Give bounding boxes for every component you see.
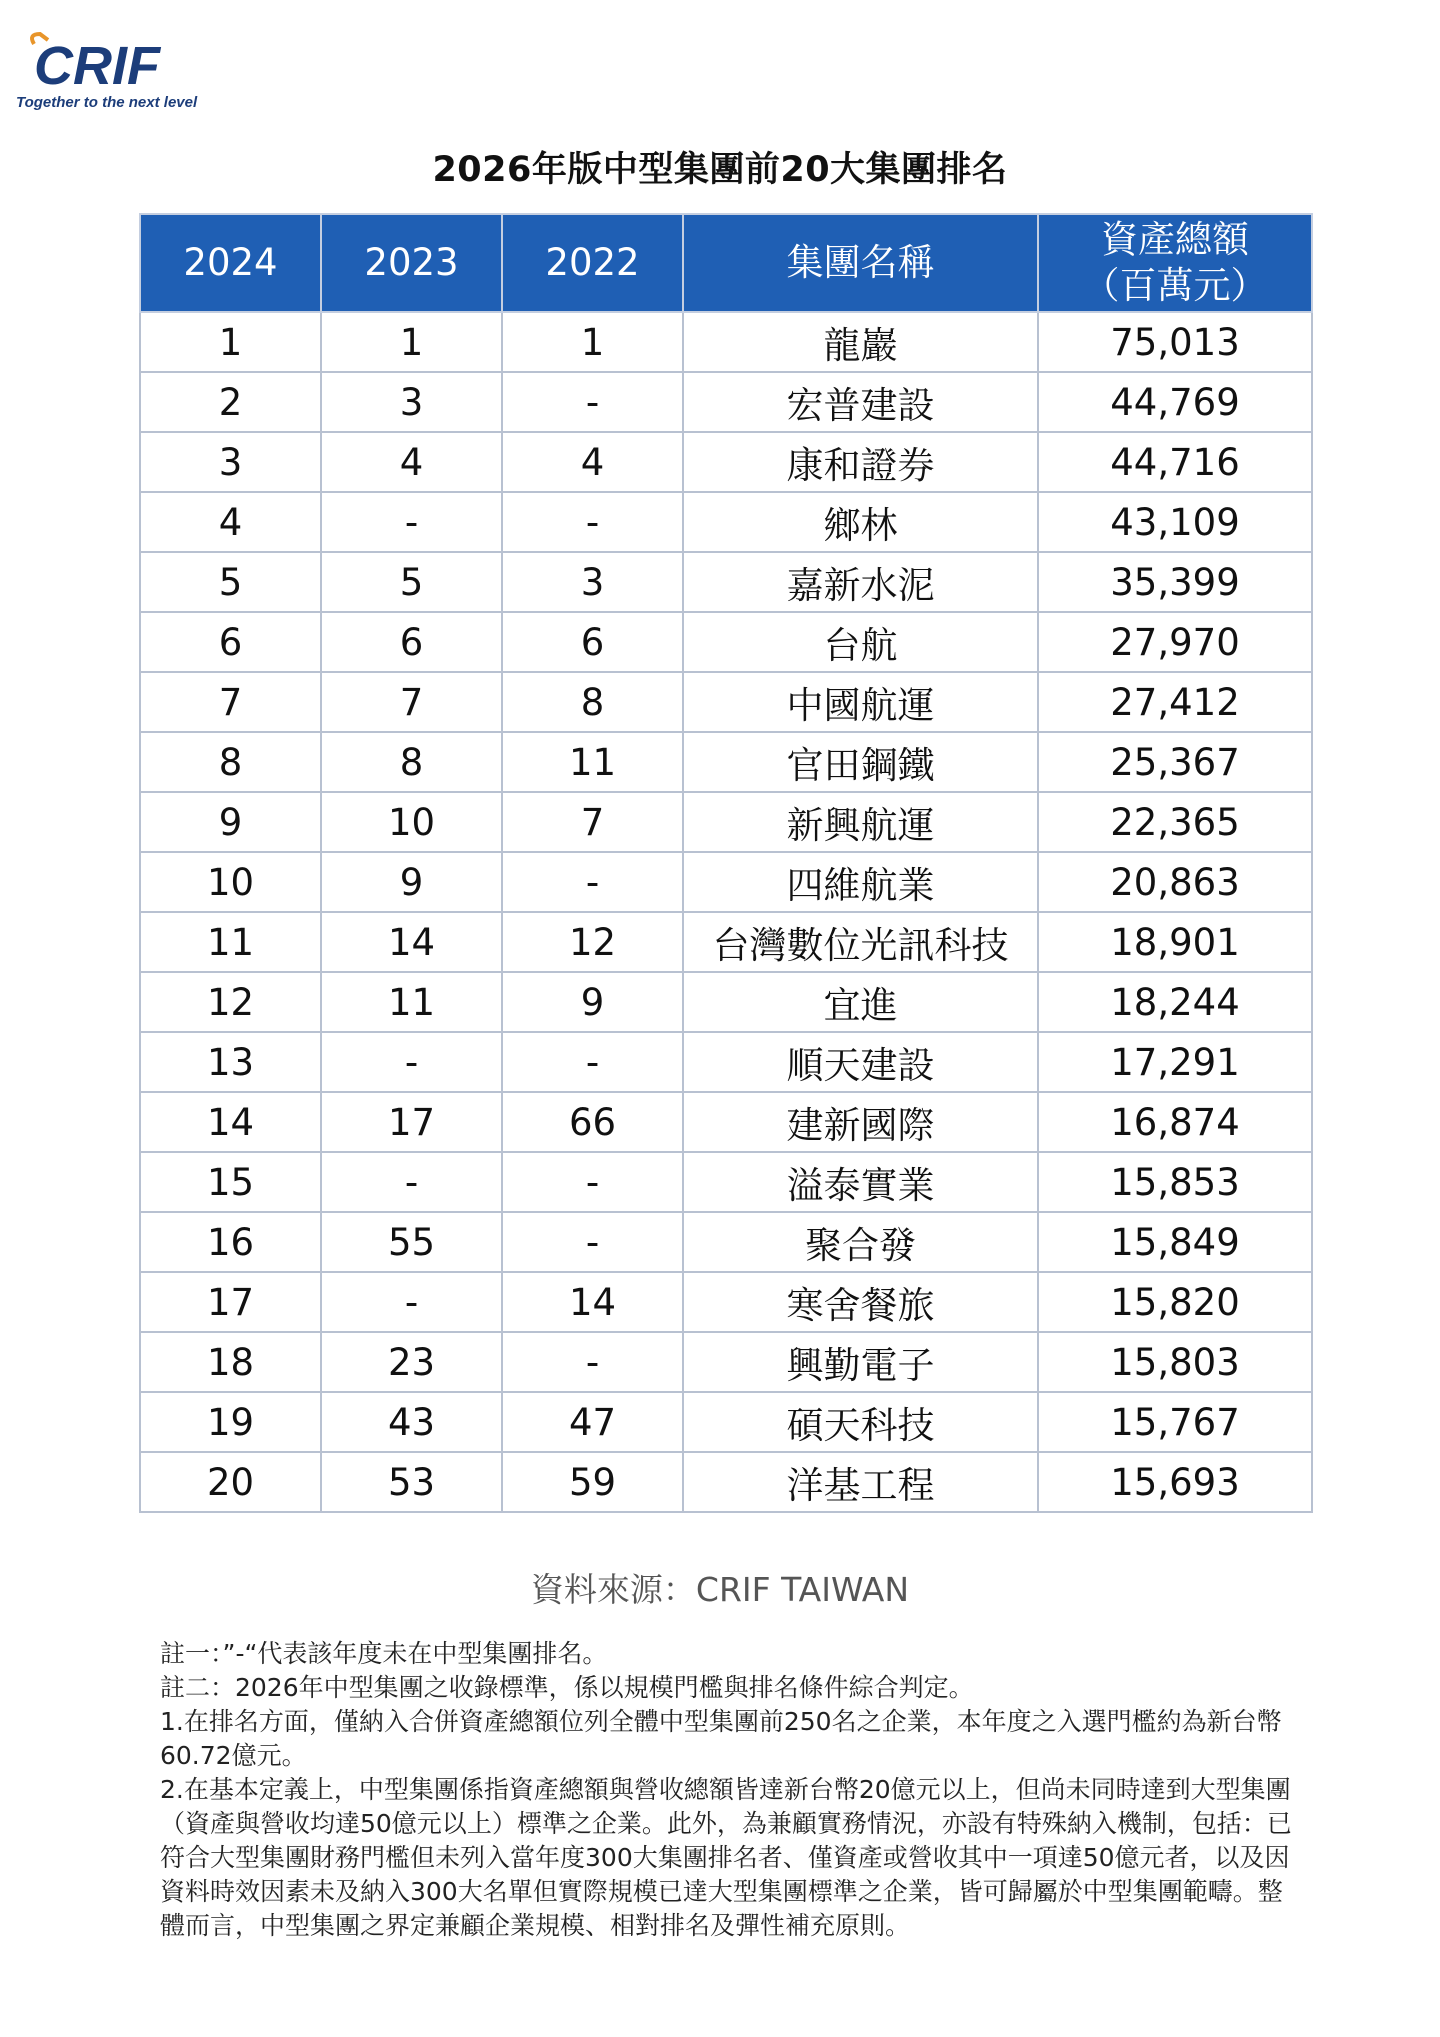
- total-assets-cell: 15,853: [1038, 1152, 1312, 1212]
- rank-2024-cell: 5: [140, 552, 321, 612]
- rank-2023-cell: 8: [321, 732, 502, 792]
- note-3: 1.在排名方面，僅納入合併資產總額位列全體中型集團前250名之企業，本年度之入選門檻約為新台幣60.72億元。: [160, 1707, 1282, 1770]
- rank-2022-cell: 3: [502, 552, 683, 612]
- rank-2024-cell: 3: [140, 432, 321, 492]
- group-name-cell: 康和證券: [683, 432, 1038, 492]
- total-assets-cell: 44,769: [1038, 372, 1312, 432]
- total-assets-cell: 75,013: [1038, 312, 1312, 372]
- rank-2023-cell: 10: [321, 792, 502, 852]
- table-row: [140, 1392, 1312, 1452]
- rank-2023-cell: 11: [321, 972, 502, 1032]
- rank-2022-cell: 7: [502, 792, 683, 852]
- total-assets-cell: 15,767: [1038, 1392, 1312, 1452]
- rank-2022-cell: -: [502, 372, 683, 432]
- total-assets-cell: 15,849: [1038, 1212, 1312, 1272]
- group-name-cell: 宜進: [683, 972, 1038, 1032]
- data-source: 資料來源：CRIF TAIWAN: [530, 1570, 910, 1609]
- group-name-cell: 中國航運: [683, 672, 1038, 732]
- rank-2023-cell: 5: [321, 552, 502, 612]
- rank-2022-cell: 66: [502, 1092, 683, 1152]
- rank-2023-cell: 4: [321, 432, 502, 492]
- total-assets-cell: 27,412: [1038, 672, 1312, 732]
- logo-tagline: Together to the next level: [16, 94, 198, 111]
- table-row: [140, 672, 1312, 732]
- note-4: 2.在基本定義上，中型集團係指資產總額與營收總額皆達新台幣20億元以上，但尚未同時達到大型集團（資產與營收均達50億元以上）標準之企業。此外，為兼顧實務情況，亦設有特殊納入機制，包括：已符合大型集團財務門檻但未列入當年度300大集團排名者、僅資產或營收其中一項達50億元者，以及因資料時效因素未及納入300大名單但實際規模已達大型集團標準之企業，皆可歸屬於中型集團範疇。整體而言，中型集團之界定兼顧企業規模、相對排名及彈性補充原則。: [160, 1775, 1292, 1940]
- rank-2024-cell: 6: [140, 612, 321, 672]
- header-2022: 2022: [502, 214, 683, 312]
- table-row: [140, 492, 1312, 552]
- rank-2023-cell: 9: [321, 852, 502, 912]
- table-row: [140, 612, 1312, 672]
- group-name-cell: 洋基工程: [683, 1452, 1038, 1512]
- table-row: [140, 1332, 1312, 1392]
- rank-2023-cell: 1: [321, 312, 502, 372]
- rank-2024-cell: 13: [140, 1032, 321, 1092]
- rank-2023-cell: -: [321, 1272, 502, 1332]
- total-assets-cell: 15,820: [1038, 1272, 1312, 1332]
- rank-2022-cell: 14: [502, 1272, 683, 1332]
- group-name-cell: 順天建設: [683, 1032, 1038, 1092]
- header-2023: 2023: [321, 214, 502, 312]
- rank-2022-cell: 1: [502, 312, 683, 372]
- group-name-cell: 嘉新水泥: [683, 552, 1038, 612]
- rank-2024-cell: 17: [140, 1272, 321, 1332]
- rank-2024-cell: 20: [140, 1452, 321, 1512]
- rank-2023-cell: 3: [321, 372, 502, 432]
- header-2024: 2024: [140, 214, 321, 312]
- rank-2023-cell: 7: [321, 672, 502, 732]
- group-name-cell: 龍巖: [683, 312, 1038, 372]
- table-row: [140, 1032, 1312, 1092]
- rank-2022-cell: 4: [502, 432, 683, 492]
- total-assets-cell: 25,367: [1038, 732, 1312, 792]
- total-assets-cell: 18,244: [1038, 972, 1312, 1032]
- rank-2024-cell: 12: [140, 972, 321, 1032]
- group-name-cell: 鄉林: [683, 492, 1038, 552]
- total-assets-cell: 15,803: [1038, 1332, 1312, 1392]
- table-row: [140, 1092, 1312, 1152]
- rank-2024-cell: 18: [140, 1332, 321, 1392]
- table-row: [140, 312, 1312, 372]
- rank-2022-cell: -: [502, 492, 683, 552]
- table-row: [140, 972, 1312, 1032]
- group-name-cell: 碩天科技: [683, 1392, 1038, 1452]
- rank-2023-cell: -: [321, 1032, 502, 1092]
- group-name-cell: 官田鋼鐵: [683, 732, 1038, 792]
- page-title: 2026年版中型集團前20大集團排名: [432, 150, 1008, 190]
- table-row: [140, 432, 1312, 492]
- total-assets-cell: 15,693: [1038, 1452, 1312, 1512]
- rank-2023-cell: 6: [321, 612, 502, 672]
- group-name-cell: 寒舍餐旅: [683, 1272, 1038, 1332]
- table-row: [140, 1152, 1312, 1212]
- table-header-row: [140, 214, 1312, 312]
- rank-2022-cell: -: [502, 1152, 683, 1212]
- header-total-assets-unit: （百萬元）: [1082, 264, 1268, 307]
- ranking-table: [139, 213, 1313, 1513]
- rank-2024-cell: 8: [140, 732, 321, 792]
- group-name-cell: 聚合發: [683, 1212, 1038, 1272]
- rank-2024-cell: 11: [140, 912, 321, 972]
- rank-2024-cell: 9: [140, 792, 321, 852]
- group-name-cell: 新興航運: [683, 792, 1038, 852]
- group-name-cell: 台航: [683, 612, 1038, 672]
- rank-2023-cell: 17: [321, 1092, 502, 1152]
- table-row: [140, 792, 1312, 852]
- rank-2024-cell: 19: [140, 1392, 321, 1452]
- table-row: [140, 912, 1312, 972]
- rank-2022-cell: 47: [502, 1392, 683, 1452]
- table-row: [140, 1452, 1312, 1512]
- rank-2024-cell: 1: [140, 312, 321, 372]
- rank-2022-cell: 8: [502, 672, 683, 732]
- rank-2023-cell: 23: [321, 1332, 502, 1392]
- note-2: 註二：2026年中型集團之收錄標準，係以規模門檻與排名條件綜合判定。: [160, 1673, 974, 1702]
- total-assets-cell: 27,970: [1038, 612, 1312, 672]
- rank-2022-cell: 12: [502, 912, 683, 972]
- rank-2022-cell: -: [502, 1032, 683, 1092]
- group-name-cell: 宏普建設: [683, 372, 1038, 432]
- rank-2024-cell: 10: [140, 852, 321, 912]
- rank-2022-cell: 9: [502, 972, 683, 1032]
- table-row: [140, 372, 1312, 432]
- rank-2024-cell: 2: [140, 372, 321, 432]
- rank-2022-cell: -: [502, 1332, 683, 1392]
- rank-2023-cell: 43: [321, 1392, 502, 1452]
- group-name-cell: 建新國際: [683, 1092, 1038, 1152]
- group-name-cell: 興勤電子: [683, 1332, 1038, 1392]
- rank-2023-cell: 55: [321, 1212, 502, 1272]
- rank-2024-cell: 15: [140, 1152, 321, 1212]
- rank-2024-cell: 4: [140, 492, 321, 552]
- table-body: [140, 312, 1312, 1512]
- note-1: 註一：”-“代表該年度未在中型集團排名。: [160, 1639, 608, 1668]
- group-name-cell: 四維航業: [683, 852, 1038, 912]
- rank-2023-cell: -: [321, 492, 502, 552]
- rank-2023-cell: 53: [321, 1452, 502, 1512]
- logo-wordmark: CRIF: [34, 36, 160, 96]
- total-assets-cell: 44,716: [1038, 432, 1312, 492]
- header-total-assets-label: 資產總額: [1101, 218, 1249, 261]
- table-row: [140, 1212, 1312, 1272]
- rank-2023-cell: 14: [321, 912, 502, 972]
- total-assets-cell: 17,291: [1038, 1032, 1312, 1092]
- header-group-name: 集團名稱: [683, 214, 1038, 312]
- total-assets-cell: 16,874: [1038, 1092, 1312, 1152]
- rank-2023-cell: -: [321, 1152, 502, 1212]
- table-row: [140, 1272, 1312, 1332]
- group-name-cell: 台灣數位光訊科技: [683, 912, 1038, 972]
- total-assets-cell: 43,109: [1038, 492, 1312, 552]
- group-name-cell: 溢泰實業: [683, 1152, 1038, 1212]
- total-assets-cell: 22,365: [1038, 792, 1312, 852]
- rank-2024-cell: 7: [140, 672, 321, 732]
- rank-2022-cell: 11: [502, 732, 683, 792]
- rank-2022-cell: 59: [502, 1452, 683, 1512]
- notes: [160, 1637, 1300, 1943]
- rank-2022-cell: -: [502, 1212, 683, 1272]
- table-row: [140, 552, 1312, 612]
- rank-2022-cell: 6: [502, 612, 683, 672]
- total-assets-cell: 20,863: [1038, 852, 1312, 912]
- total-assets-cell: 35,399: [1038, 552, 1312, 612]
- rank-2024-cell: 16: [140, 1212, 321, 1272]
- rank-2024-cell: 14: [140, 1092, 321, 1152]
- total-assets-cell: 18,901: [1038, 912, 1312, 972]
- table-row: [140, 732, 1312, 792]
- header-total-assets: [1038, 214, 1312, 312]
- rank-2022-cell: -: [502, 852, 683, 912]
- table-row: [140, 852, 1312, 912]
